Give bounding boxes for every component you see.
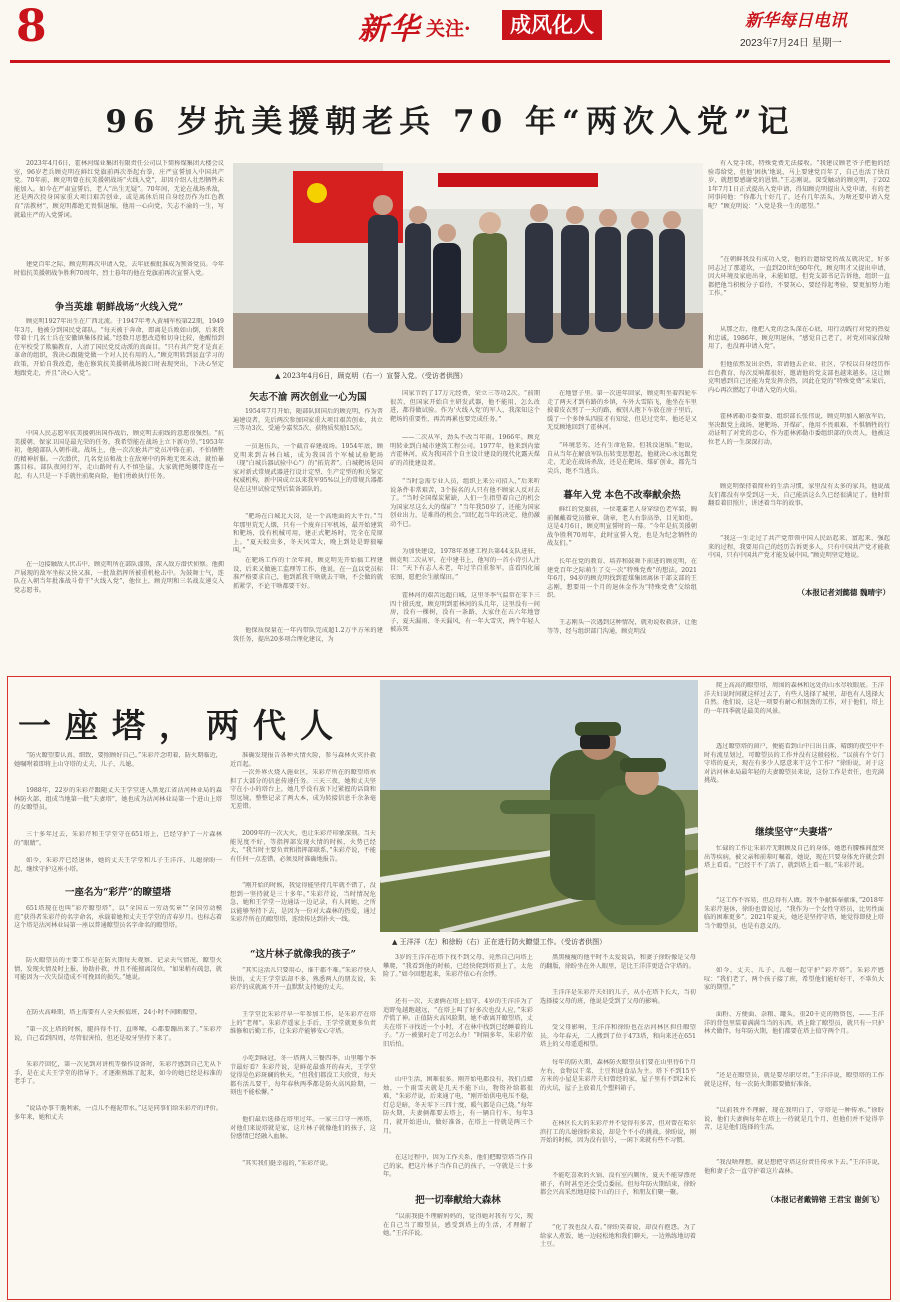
story1-column-1	[14, 160, 224, 672]
story2-paragraph: 在这过程中，因为工作关系，他们把瞭望塔当作自己的家，把这片林子当作自己的孩子，一守就是三十多年。	[383, 1154, 533, 1179]
story2-paragraph: 山中生活，困难很多。刚开始电都没有，我们点蜡烛，一个雨雪天就是几天不能下山，物资补给都很难，“朱彩芹说，后来通了电，“刚开始供电电压不稳，灯总是暗，冬天零下三四十度，暖气都是自己烧。”每年防火期，夫妻俩都要去塔上，有一辆自行车，每年3月，就开始进山，做好准备，在塔上一待就是两三个月。	[383, 1076, 533, 1135]
story2-paragraph: 1988年，22岁的朱彩芹跟随丈夫王学堂进入黑龙江省沾河林业局的森林防火部，组成当地第一批“夫妻塔”，她也成为沾河林业局第一个进山上塔的女瞭望员。	[14, 787, 222, 812]
story2-subhead-2: “这片林子就像我的孩子”	[250, 949, 356, 960]
issue-date: 2023年7月24日 星期一	[740, 38, 842, 49]
story1-paragraph: ——二次从军，劲头不改当年雨。1966年，顾克明转业到白城市建筑工程公司。1977年，他来到内蒙古霍林河，成为我国首个自主设计建设的现代化露天煤矿的首批建设者。	[390, 434, 540, 467]
story1-column-3	[390, 390, 540, 672]
story1-paragraph: 中国人民志愿军抗美援朝出国作战后，顾克明去前线的意愿很强烈。“抗美援朝、保家卫国是最光荣的任务，我希望能在战场上立下新功劳。”1953年初，他随部队入朝作战。战场上，他一次次抢共产党员冲锋在前、不怕牺牲的精神折服。一次潜伏，几名党员和战士在敌寒中的阵地无死未动，就怕暴露目标。部队夜间行军，走山路时有人不慎坠崖，大家就把绳腰带连在一起，有人只是一下手就往前爬向险，他们勇敢执行任务。	[14, 430, 224, 480]
story2-paragraph: 王洋洋是朱彩芹夫妇的儿子，从小在塔下长大，当初选择接父母的班，他说是受到了父母的影响。	[540, 989, 696, 1005]
story2-paragraph: “第一次上塔的时候，腿抖得不行，直哆嗦，心都要蹦出来了。”朱彩芹说，自己看到四周，尽管很害怕，但还是咬牙坚持下来了。	[14, 1026, 222, 1042]
story2-paragraph: 在防火高峰期，塔上需要有人全天候值班，24小时不间断瞭望。	[26, 1009, 201, 1016]
section-name: 关注·	[426, 18, 471, 40]
story2-paragraph: “还是在瞭望员，就是要尽职尽责。”王洋洋说，瞭望塔的工作就是这样，每一次防火期都要做好准备。	[704, 1072, 884, 1088]
watchtower-image	[380, 680, 698, 932]
section-tag: 成风化人	[502, 10, 602, 40]
story2-paragraph: 如今，朱彩芹已经退休，她的丈夫王学堂和儿子王洋洋、儿媳徐盼一起，继续守护这座小塔。	[14, 857, 222, 873]
story1-paragraph: 有入党手续，特殊党费无法接收。“我建议顾老爷子把他的经验毒给党，但他‘困执’地说，马上要建党百年了，自己也活了快百岁，就想要感谢党的恩情。”王志刚说。深受触动的顾克明，于2021年7月1日正式提出入党申请，得知顾克明提出入党申请，有的老同事问他：“你都九十好几了，还有几年活头，为啥还要申请入党呢？”顾克明说：“入党是我一生的愿望。”	[708, 160, 890, 210]
story1-subhead-3: 暮年入党 本色不改奉献余热	[563, 490, 681, 501]
story1-paragraph: 建党百年之际，顾克明再次申请入党，去年底被批准成为预备党员。今年时值抗美援朝战争胜利70周年，烈士暮年的他在党旗前再次宣誓入党。	[14, 261, 224, 277]
story2-paragraph: “刚开始的时候，我觉得能坚持几年就不错了，没想到一坚持就是三十多年。”朱彩芹说，当时情况危急，她和王学堂一边通话一边记录，有人问她，之所以能够坚持下去，是因为一份对大森林的热爱，通过朱彩芹所在的瞭望塔，连续传达到扑火一线。	[230, 882, 376, 924]
story2-paragraph: 爬上高高的瞭望塔，周围的森林和远处的山水尽收眼底。王洋洋夫妇说时间就这样过去了，有些人选择了城里，却也有人选择大自然。他们说，这是一项要有耐心和韧劲的工作，对于他们，塔上的一年四季就是最美的风景。	[704, 682, 884, 715]
story1-paragraph: 一员退伍兵，一个截青春建战场。1954年底，顾克明来到吉林白城，成为我国首个军械试验靶场（现“白城兵器试验中心”）的“拓荒者”。白城靶场是国家对新式常规武器进行设计定型、生产定型的和关鉴定权威机构，新中国成立以来我军95%以上的常规兵器都是在这里试验定型后装备部队的。	[233, 443, 383, 493]
story1-paragraph: 长年在党的教育、培养和鼓舞下前进的顾克明，在建党百年之际萌生了交一次“特殊党费”的想法。2021年6月，94岁的顾克明找到霍煤集团离休干部支部的王志刚，想要用一个月的退休金作为“特殊党费”交给组织。	[547, 558, 697, 600]
story2-paragraph: 王学堂比朱彩芹早一年参加工作，是朱彩芹在塔上的“老师”。朱彩芹遥家上手后，王学堂就更多负责维修和后勤工作，让朱彩芹能够安心守塔。	[230, 1011, 376, 1036]
page-header	[0, 0, 900, 66]
story1-headline: 96 岁抗美援朝老兵 70 年“两次入党”记	[105, 104, 795, 140]
story2-paragraph: “防火瞭望要认真、细致，要照顾好自己。”朱彩芹念叨着，防火期临近，她嘱咐着即将上山守塔的丈夫、儿子、儿媳。	[14, 752, 222, 768]
story2-paragraph: 2009年的一次大火，也让朱彩芹印象深刻。当天能见度不好，等指挥部发现火情的时候，火势已经大，“我当时主要负责和指挥部联系，”朱彩芹说，不能有任何一点差错，必须及时准确地报告。	[230, 830, 376, 863]
story2-paragraph: 受父母影响，王洋洋和徐盼也在沾河林区担任瞭望员。今年春天，二人搬到了位于473塔，和向来还在651塔上的父母遥遥相望。	[540, 1024, 696, 1049]
story2-paragraph: 黑黑瘦瘦的他平时不太爱说话，和妻子徐盼像是父母的翻版，徐盼坐在外人眼里，是比王洋洋更适合守塔的。	[540, 954, 696, 970]
story1-paragraph: “当时急需专业人员，组织上来公司招人，”后来听说条件非常艰苦，3个报名的人只有他不顾家人反对去了。“当时全国煤炭紧缺，人们一生指望着自己的机会为国家尽这么大的煤矿？”当年我50岁了，还能为国家创业出力，是难得的机会。”回忆起当年的决定，他仍激动不已。	[390, 478, 540, 528]
story1-paragraph: 王志刚头一次遇到这种情况，就劝说收救济，让他等等，经与组织部门沟通，顾克明没	[547, 619, 697, 635]
story2-paragraph: 还有一次，夫妻俩在塔上值守，4岁的王洋洋为了追野兔越跑越远，“在塔上叫了好多次也没人应，”朱彩芹慌了神。正值防火高风险期，她不敢离开瞭望塔，丈夫在塔下寻找近一个小时，才在林中找到已经睡着的儿子。“万一被狼叼走了可怎么办！”时隔多年，朱彩芹依旧后怕。	[383, 998, 533, 1048]
story1-paragraph: 顾克明1927年出生在广西北流。于1947年考入黄埔军校第22期，1949年3月，他被分到国民党部队。“每天被于奔命，即离是兵败如山倒，后来我带着十几名士兵在安徽镇集体投诚。”经数月思想改造和切身比较，他醒悟到在军校受了欺骗教育，人清了国民党反动派的真面目。“只有共产党才是真正革命的组织，我决心跟随党做一个对人民有用的人。”顾克明转到县直学习的政策，开始自我改造，他在修筑抗美援朝战场渡口时表现突出，下决心坚定地跟党走，并且“决心入党”。	[14, 318, 224, 377]
story2-paragraph: 他们最后选择在塔里过年。一家三口守一座塔，对他们来说塔就是家，这片林子就像他们的孩子，这份感情已经融入血脉。	[230, 1116, 376, 1141]
story2-paragraph: 小吃到咏冠，冬一塔两人三餐四季，山里哪个季节最好看？朱彩芹说，是鲜花最盛开的春天，王学堂觉得是色彩斑斓的秋天。“但我们都没工夫欣赏，每天都有活儿要干，每年春秋两季都是防火高风险期，一刻也不能松懈。”	[230, 1055, 376, 1097]
masthead: 新华每日电讯	[745, 11, 847, 31]
story2-paragraph: “以前我并不理解，现在我明白了，守塔是一种传承。”徐盼说，他们夫妻俩每年在塔上一待就是几个月，但他们并不觉得辛苦，这是他们选择的生活。	[704, 1107, 884, 1132]
story1-credit: （本报记者刘懿德 魏晴宇）	[797, 588, 890, 597]
story2-paragraph: “其实这活儿只要用心，谁干都不难。”朱彩芹快人快语，丈夫王学堂话却不多，熟悉两人的朋友说，朱彩芹的成就离不开一直默默支持她的丈夫。	[230, 967, 376, 992]
story2-paragraph: 忙碌的工作让朱彩芹无暇顾及自己的身体，她患有腰椎间盘突出等疾病，被父亲和前辈叮嘱着，她说，现在只要身体允许就会到塔上看看。“已经干不了活了，就到塔上看一眼。”朱彩芹说。	[704, 845, 884, 870]
section-logo: 新华	[358, 12, 420, 47]
story2-photo-watchtower	[380, 680, 698, 932]
story1-paragraph: 2023年4月6日，霍林河煤业集团有限责任公司以下简称煤集团大楼会议室，96岁老兵顾克明在鲜红党旗前再次举起右拳，庄严宣誓加入中国共产党。70年前，顾克明曾在抗美援朝战场“火线入党”，却因介绍人壮烈牺牲未能加入。如今在严肃宣誓后，老人“出生无疑”。70年间，无论在战场杀敌，还是两次投身国家重大项目艰苦创业，或是离休后用自身经历作为红色教育“活教材”，顾克明都绝无畏惧退缩，他用一心向党，矢志不渝的一生，写就最庄严的入党誓词。	[14, 160, 224, 219]
story2-paragraph: “以前我挺不理解妈妈的，觉得她对我有亏欠，现在自己当了瞭望员，感受到塔上的生活，才理解了她。”王洋洋说。	[383, 1213, 533, 1238]
story2-photo-caption: ▲ 王洋洋（左）和徐盼（右）正在进行防火瞭望工作。（受访者供图）	[392, 938, 607, 946]
story2-subhead-3: 把一切奉献给大森林	[415, 1195, 501, 1206]
story1-photo-caption: ▲ 2023年4月6日，顾克明（右一）宣誓入党。（受访者供图）	[275, 372, 467, 380]
story1-subhead-2: 矢志不渝 两次创业一心为国	[249, 392, 367, 403]
story2-subhead-1: 一座名为“彩芹”的瞭望塔	[65, 887, 171, 898]
story2-paragraph: 不能吃喜欢的火锅、没有室内厕所，夏天不能穿漂亮裙子，有时甚至还会受点委屈。但每年防火期结束，徐盼都会兴高采烈地迎接下山的日子，和朋友们聚一聚。	[540, 1172, 696, 1197]
story2-paragraph: 三十多年过去，朱彩芹和王学堂守在651塔上，已经守护了一片森林的“眼睛”。	[14, 831, 222, 847]
story2-paragraph: 防火瞭望员的主要工作是在防火期每天观察、记录天气情况、瞭望火情，发现火情及时上报，协助扑救，并且不能擅离岗位。“如果稍有疏忽，就可能因为一次失误造成不可挽回的损失。”她说。	[14, 957, 222, 982]
story1-paragraph: 在一边接触敌人伏击中，顾克明所在部队漆黑，深入敌方潜伏侦察。他拥芦展现的敌军坐标又快又准，一批敌指挥所被重机枪击中。为鼓舞士气，连队在入朝当年批准战斗骨干“火线入党”，他位上，顾克明和三名战友递交入党志愿书。	[14, 561, 224, 594]
page-number: 8	[16, 1, 47, 52]
story1-paragraph: 国家节约了17万元经费，荣立三等功2次。“前期很苦，但国家开始自主研发武器，他不能用、怎么改进，都得做试验。作为‘火线入党’的军人，我深知这个靶场的重要性，再苦再累也要完成任务。”	[390, 390, 540, 423]
story2-subhead-4: 继续坚守“夫妻塔”	[755, 827, 833, 838]
header-rule	[10, 60, 890, 63]
story2-paragraph: 透过瞭望塔的窗户，便能看到山中日出日落，晴朗的夜空中不时有流星划过，可瞭望员的工作并没有这般轻松。“以前有个专门守塔的夏天，现在有多少人愿意来干这个工作？”徐盼说，对于这对沾河林业局最年轻的夫妻瞭望员来说，这份工作是责任，也充满挑战。	[704, 743, 884, 785]
story2-column-3	[383, 954, 533, 1292]
story1-paragraph: 在靶场工作的十余年间，顾克明先开始搞工程建设，后来又做施工监理等工作，他说，在一直以党员标准严格要求自己，他到派我干啥就去干啥，不会做的就抓紧学，不论干啥都要干好。	[233, 557, 383, 590]
story2-paragraph: “其实我们挺幸福的，”朱彩芹说。	[242, 1160, 332, 1167]
story1-column-4	[547, 390, 697, 672]
story1-column-5	[708, 160, 890, 665]
story2-paragraph: “我没啥理想，就是想把守塔这份责任传承下去。”王洋洋说，他和妻子会一直守护着这片森林。	[704, 1159, 884, 1175]
story1-paragraph: “我这一生走过了共产党带领中国人民站起来、富起来、强起来的过程，我要用自己的经历告诉更多人，只有中国共产党才能救中国，只有中国共产党才能发展中国。”顾克明坚定地说。	[708, 535, 890, 560]
story1-paragraph: “靶场在白城北大岗，是一个高地面的大平台。”当年那里荒无人烟，只有一个废弃日军机场，最开始建筑和靶场，没有机械可用，建正式靶场时，完全在荒原上。“夏天蚊虫多，冬天风雪大，晚上到处是野狼嚎叫。”	[233, 513, 383, 555]
story1-paragraph: “在朝鲜我没有成功入党，他的后遗给党的战友就决定，好多同志过了那道坎，一直到20世纪60年代，顾克明才又提出申请，因大环境及家庭出身，未能如愿，但党支部书记告诉他，组织一直都把他当积极分子看待，不要灰心，要经得起考验，要更加努力地工作。”	[708, 256, 890, 298]
story1-column-2-lower	[233, 390, 383, 672]
story2-paragraph: 在林区长大的朱彩芹并不觉得有多苦，但对曾在哈尔滨打工的儿媳徐盼来说，却是个不小的挑战。徐盼说，刚开始的时候，因为没有信号，一闲下来就有些不习惯。	[540, 1120, 696, 1145]
story1-paragraph: 顾克明保持着简朴的生活习惯，家里没有太多的家具，他说战友们都没有享受到这一天，自己能活这么久已经很满足了。他时常翻看着旧照片，讲述着当年的故事。	[708, 483, 890, 508]
story2-paragraph: “说话办事干脆利索，一点儿不拖泥带水。”这是同事们给朱彩芹的评价。多年来，她和丈夫	[14, 1105, 222, 1121]
story2-paragraph: “这工作不容易，但总得有人做。我不争献谁奉献谁，”2018年朱彩芹退休，徐盼也曾说过，“我作为一个女性守塔员，比男性面临的困难更多”。2021年夏天，她还是坚持守塔，她觉得即使上塔当个瞭望员，也是有意义的。	[704, 897, 884, 930]
story2-paragraph: 一次外界火烧入施业区，朱彩芹所在的瞭望塔承担了大部分的信息传递任务。三天三夜，她和丈夫坚守在小小的塔台上，她几乎没有放下过紧握的话筒和望远镜，整整记录了两大本，成为转接信息千余条毫无差错。	[230, 769, 376, 811]
story1-paragraph: 鲜红的党旗前，一位耄耋老人身穿绿色老军装，胸前佩戴着党员徽章、勋章，老人右拳高举，目光如炬。这是4月6日，顾克明宣誓时的一幕。“今年是抗美援朝战争胜利70周年，此时宣誓入党，也是为纪念牺牲的战友们。”	[547, 506, 697, 548]
story1-paragraph: 霍林郭勒市委常委、组织部长张伟说，顾克明加入解放军后，坚决跟党上战场、建靶场、开煤矿，他用不畏艰难、不惧牺牲的行动证明了对党的忠心，作为霍林郭勒市委组织部的负责人，他被这位老人的一生深深打动。	[708, 413, 890, 446]
story1-paragraph: 霍林河的艰苦远超白城，这里冬季气温常在零下三四十摄氏度，顾克明到霍林河的头几年，这里没有一间房，没有一棵树，没有一条路，大家住在五六年地窨子，夏天漏雨、冬天漏风，有一年大雪灾，两个年轻人被冻死	[390, 592, 540, 634]
story2-paragraph: 3岁的王洋洋在塔下找不到父母，竟然自己向塔上攀爬，“我看到他的时候，已经快爬到塔顶上了，太危险了。”如今回想起来，朱彩芹依心有余悸。	[383, 954, 533, 979]
story2-paragraph: 651塔现在也叫“彩芹瞭望塔”，以“全国五一劳动奖章”“全国劳动模范”获得者朱彩芹的名字命名，承载着她和丈夫王学堂的青春岁月。也标志着这个塔是沾河林业局第一座以普通瞭望员名字命名的瞭望塔。	[14, 905, 222, 930]
story2-column-1	[14, 752, 222, 1292]
story2-column-5	[704, 682, 884, 1294]
story1-paragraph: 1954年7月开始，随部队回国后的顾克明，作为普遍建设者，先后两次参加国家重大项目艰苦创业，共立三等功3次、受通令嘉奖5次、获物质奖励15次。	[233, 408, 383, 433]
story1-paragraph: 在地窨子里。第一次进年回家，顾克明坐着四轮车走了两天才到有路的乡镇，车外大雪陷飞，他坐在车里披着皮衣劈了一天的路，被别人抱下车放在房子里后，缓了一个多钟头四肢才有知觉，但是过完年，他还是又无反顾地回到了霍林河。	[547, 390, 697, 432]
story2-paragraph: 朱彩芹回忆，第一次见到对讲机等操作设备时，朱彩芹感到自己无从下手，是在丈夫王学堂的指导下，才逐渐熟练了起来，如今的她已经是标准的老手了。	[14, 1061, 222, 1086]
story2-paragraph: 如今，丈夫、儿子、儿媳一起守护“彩芹塔”。朱彩芹感叹：“我们老了，两个孩子接了班，希望他们能好好干，不辜负大家的期望。”	[704, 967, 884, 992]
story1-paragraph: “环境恶劣，还有生命危险，但我没退缩。”他说，自从当年在解放军队伍转变思想起，他就决心永远跟党走，无论在战场杀敌，还是在靶场、煤矿创业，都先当尖兵，绝不当逃兵。	[547, 442, 697, 475]
story1-paragraph: 但他依然发出余热，常请他去企业、社区、学校以自身经历作红色教育，每次反响都很好，邀请他的党支部也越来越多。这让顾克明感到自己还能为党发挥余热，因此在党的“特殊党费”未果后，内心再次燃起了申请入党的火焰。	[708, 361, 890, 394]
story1-subhead-1: 争当英雄 朝鲜战场“火线入党”	[54, 302, 184, 313]
story2-column-2	[230, 752, 376, 1292]
story2-headline: 一座塔，两代人	[18, 706, 347, 745]
story1-paragraph: 他保质保量在一年内带队完成超1.2万平方米的建筑任务，提出20多项合理化建议，为	[233, 627, 383, 643]
story2-paragraph: 每年的防火期，森林防火瞭望员们要在山里待6个月左右，食物以干菜、土豆和速食品为主。塔下不到15平方米的小屋是朱彩芹夫妇曾经的家，屋子里有不到2米长的火坑，屋子上放着几个塑料箱子。	[540, 1059, 696, 1092]
story1-paragraph: 从那之后，他把入党的念头深在心底，用行动践行对党的热爱和忠诚。1986年，顾克明退休，“感觉自己老了，对党对国家没啥用了，也没再申请入党”。	[708, 326, 890, 351]
story1-paragraph: 为加快建设，1978年基建工程兵第44支队进驻，顾克明二次从军，在中建书上，他写的一首小诗引人注目：“天下有志人未老，年过半百重参军。喜看四化展宏图，愿把余生献煤田。”	[390, 548, 540, 581]
story2-paragraph: “化了我也没人看。”徐盼笑着说，却没有抱怨。为了给家人煮饭，她一边轻松地和我们聊天，一边熟练地切着土豆。	[540, 1224, 696, 1249]
story2-paragraph: 准确发现报告各种火情火险，参与森林火灾扑救近百起。	[230, 752, 376, 768]
story2-credit: （本报记者戴锦镕 王君宝 谢剑飞）	[766, 1195, 884, 1204]
story2-paragraph: 面粉、方便面、杂粮、罐头，重20千克的物资包，——王洋洋的背包里装着满满当当的东西。塔上除了瞭望员，就只有一只护林犬做伴。每年防火期，他们都要在塔上值守两个月。	[704, 1011, 884, 1036]
story2-column-4	[540, 954, 696, 1292]
